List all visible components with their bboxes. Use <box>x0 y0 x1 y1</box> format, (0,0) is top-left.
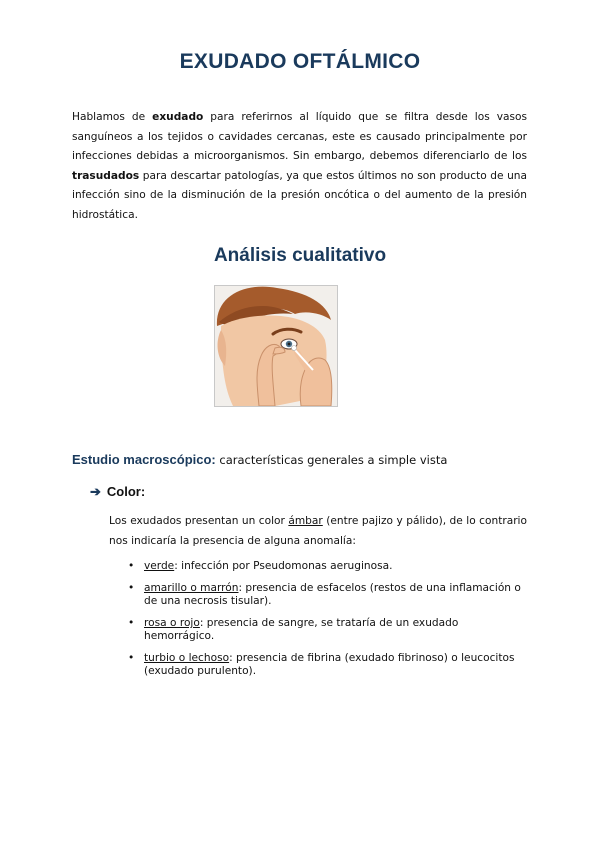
color-description <box>109 511 527 551</box>
bullet-icon: • <box>128 652 135 664</box>
list-item <box>128 617 528 643</box>
eye-exam-illustration <box>214 285 338 407</box>
list-item <box>128 652 528 678</box>
color-heading <box>90 484 145 500</box>
list-item-key: amarillo o marrón <box>144 582 239 594</box>
intro-paragraph <box>72 108 527 225</box>
intro-bold-trasudados: trasudados <box>72 169 140 182</box>
list-item-key: verde <box>144 560 175 572</box>
color-desc-text-2: (entre pajizo y pálido), de lo contrario nos indicaría la presencia de alguna anomalía: <box>109 515 527 547</box>
list-item-text: : presencia de esfacelos (restos de una inflamación o de una necrosis tisular). <box>144 582 521 607</box>
section-title: Análisis cualitativo <box>213 245 387 266</box>
list-item-text: : infección por Pseudomonas aeruginosa. <box>174 560 393 572</box>
macroscopic-text: características generales a simple vista <box>215 453 448 467</box>
intro-text-1: Hablamos de <box>72 111 153 123</box>
intro-text-2: para referirnos al líquido que se filtra desde los vasos sanguíneos a los tejidos o cavidades cercanas, este es causado principalmente por infecciones debidas a microorganismos. Sin embargo, debemos diferenciarlo de los <box>72 111 528 162</box>
color-desc-text-1: Los exudados presentan un color <box>109 515 289 527</box>
list-item-text: : presencia de fibrina (exudado fibrinoso) o leucocitos (exudado purulento). <box>144 652 515 677</box>
page-title: EXUDADO OFTÁLMICO <box>179 50 421 73</box>
bullet-icon: • <box>128 617 135 629</box>
list-item <box>128 560 528 573</box>
bullet-icon: • <box>128 560 135 572</box>
intro-text-3: para descartar patologías, ya que estos últimos no son producto de una infección sino de la disminución de la presión oncótica o del aumento de la presión hidrostática. <box>72 169 527 221</box>
list-item <box>128 582 528 608</box>
macroscopic-label: Estudio macroscópico: <box>72 452 216 467</box>
list-item-key: rosa o rojo <box>144 617 200 629</box>
intro-bold-exudado: exudado <box>152 111 204 123</box>
color-ambar: ámbar <box>288 515 323 527</box>
list-item-key: turbio o lechoso <box>144 652 230 664</box>
list-item-text: : presencia de sangre, se trataría de un exudado hemorrágico. <box>144 617 459 642</box>
color-list <box>128 560 528 687</box>
bullet-icon: • <box>128 582 135 594</box>
color-heading-label: Color: <box>106 484 146 499</box>
arrow-right-icon: ➔ <box>90 484 101 499</box>
eye-exam-icon <box>215 286 337 406</box>
macroscopic-study-line <box>72 452 532 467</box>
